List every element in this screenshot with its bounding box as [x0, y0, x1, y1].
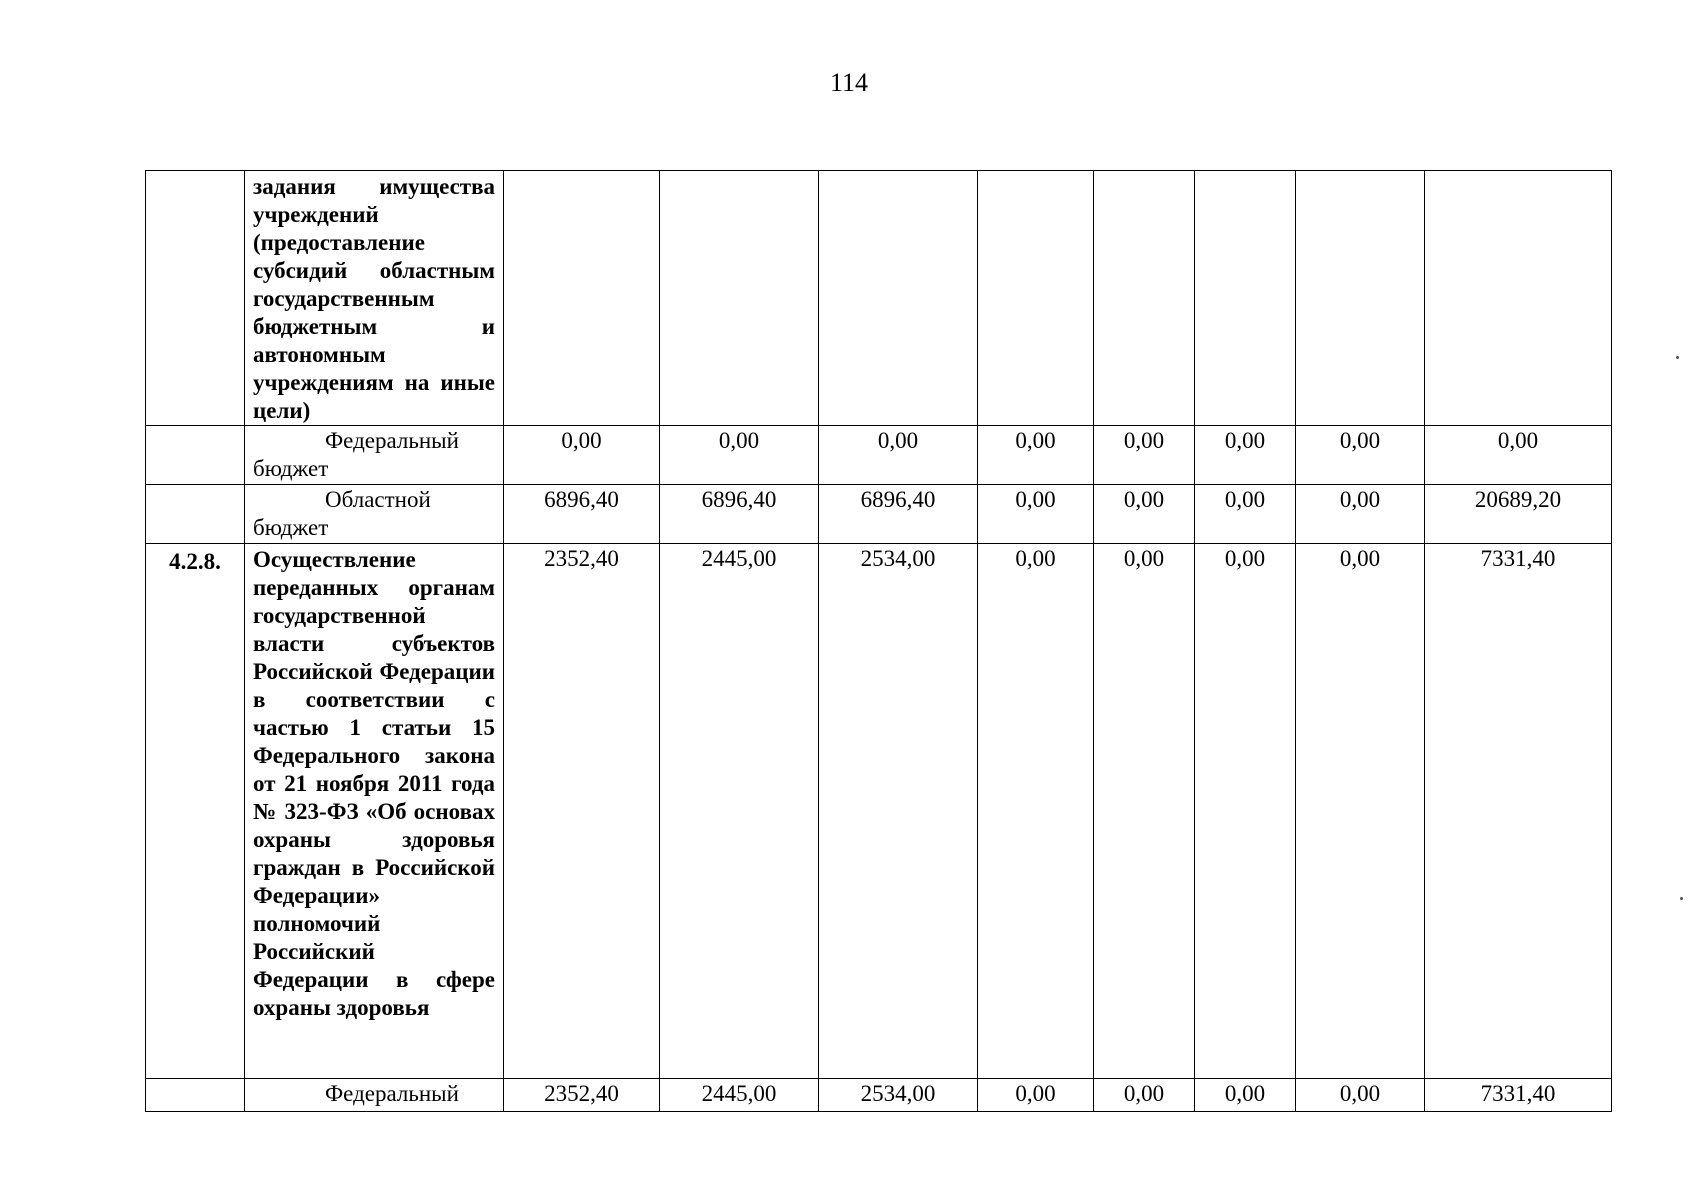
value-cell: [1296, 171, 1425, 426]
value-cell: 7331,40: [1425, 544, 1612, 1079]
funding-source-line1: Федеральный: [325, 1081, 459, 1106]
page-number: 114: [829, 68, 869, 97]
row-code: [146, 426, 245, 485]
value-cell: 2534,00: [819, 1079, 978, 1112]
value-cell: 0,00: [1195, 485, 1296, 544]
value-cell: 2445,00: [660, 544, 819, 1079]
table-row: [146, 485, 1612, 544]
value-cell: 0,00: [1195, 1079, 1296, 1112]
funding-source: [245, 485, 504, 544]
value-cell: 2445,00: [660, 1079, 819, 1112]
value-cell: 0,00: [978, 1079, 1094, 1112]
scan-speck: [1676, 356, 1679, 359]
value-cell: 0,00: [504, 426, 660, 485]
value-cell: [504, 171, 660, 426]
value-cell: 0,00: [1296, 1079, 1425, 1112]
value-cell: [1094, 171, 1195, 426]
value-cell: 6896,40: [819, 485, 978, 544]
value-cell: [819, 171, 978, 426]
funding-source-line2: бюджет: [253, 515, 329, 540]
value-cell: 2352,40: [504, 544, 660, 1079]
value-cell: 0,00: [1094, 426, 1195, 485]
row-name: задания имущества учреждений (предоставление субсидий областным государственным бюджетным и автономным учреждениям на иные цели): [245, 171, 504, 426]
value-cell: 0,00: [1296, 485, 1425, 544]
row-code: [146, 1079, 245, 1112]
value-cell: 0,00: [1094, 1079, 1195, 1112]
row-name: Осуществление переданных органам государственной власти субъектов Российской Федерации в соответствии с частью 1 статьи 15 Федерального закона от 21 ноября 2011 года № 323-ФЗ «Об основах охраны здоровья граждан в Российской Федерации» полномочий Российский Федерации в сфере охраны здоровья: [245, 544, 504, 1079]
budget-table: [145, 170, 1612, 1112]
value-cell: 0,00: [1296, 426, 1425, 485]
value-cell: 6896,40: [660, 485, 819, 544]
value-cell: 0,00: [1425, 426, 1612, 485]
value-cell: 2352,40: [504, 1079, 660, 1112]
value-cell: 0,00: [660, 426, 819, 485]
funding-source-line1: Областной: [325, 487, 431, 512]
value-cell: [1195, 171, 1296, 426]
table-row: [146, 1079, 1612, 1112]
value-cell: [978, 171, 1094, 426]
value-cell: 20689,20: [1425, 485, 1612, 544]
value-cell: 0,00: [1094, 485, 1195, 544]
value-cell: 0,00: [1094, 544, 1195, 1079]
value-cell: 0,00: [1195, 426, 1296, 485]
row-code: [146, 171, 245, 426]
table-row: [146, 426, 1612, 485]
value-cell: 0,00: [1296, 544, 1425, 1079]
table-row: [146, 544, 1612, 1079]
scan-speck: [1680, 897, 1683, 900]
value-cell: 0,00: [978, 485, 1094, 544]
value-cell: 7331,40: [1425, 1079, 1612, 1112]
table-row: [146, 171, 1612, 426]
value-cell: 0,00: [978, 544, 1094, 1079]
funding-source: [245, 426, 504, 485]
row-code: 4.2.8.: [146, 544, 245, 1079]
row-code: [146, 485, 245, 544]
value-cell: 2534,00: [819, 544, 978, 1079]
value-cell: [1425, 171, 1612, 426]
funding-source: [245, 1079, 504, 1112]
value-cell: 0,00: [978, 426, 1094, 485]
value-cell: [660, 171, 819, 426]
funding-source-line1: Федеральный: [325, 428, 459, 453]
value-cell: 6896,40: [504, 485, 660, 544]
funding-source-line2: бюджет: [253, 456, 329, 481]
value-cell: 0,00: [1195, 544, 1296, 1079]
value-cell: 0,00: [819, 426, 978, 485]
